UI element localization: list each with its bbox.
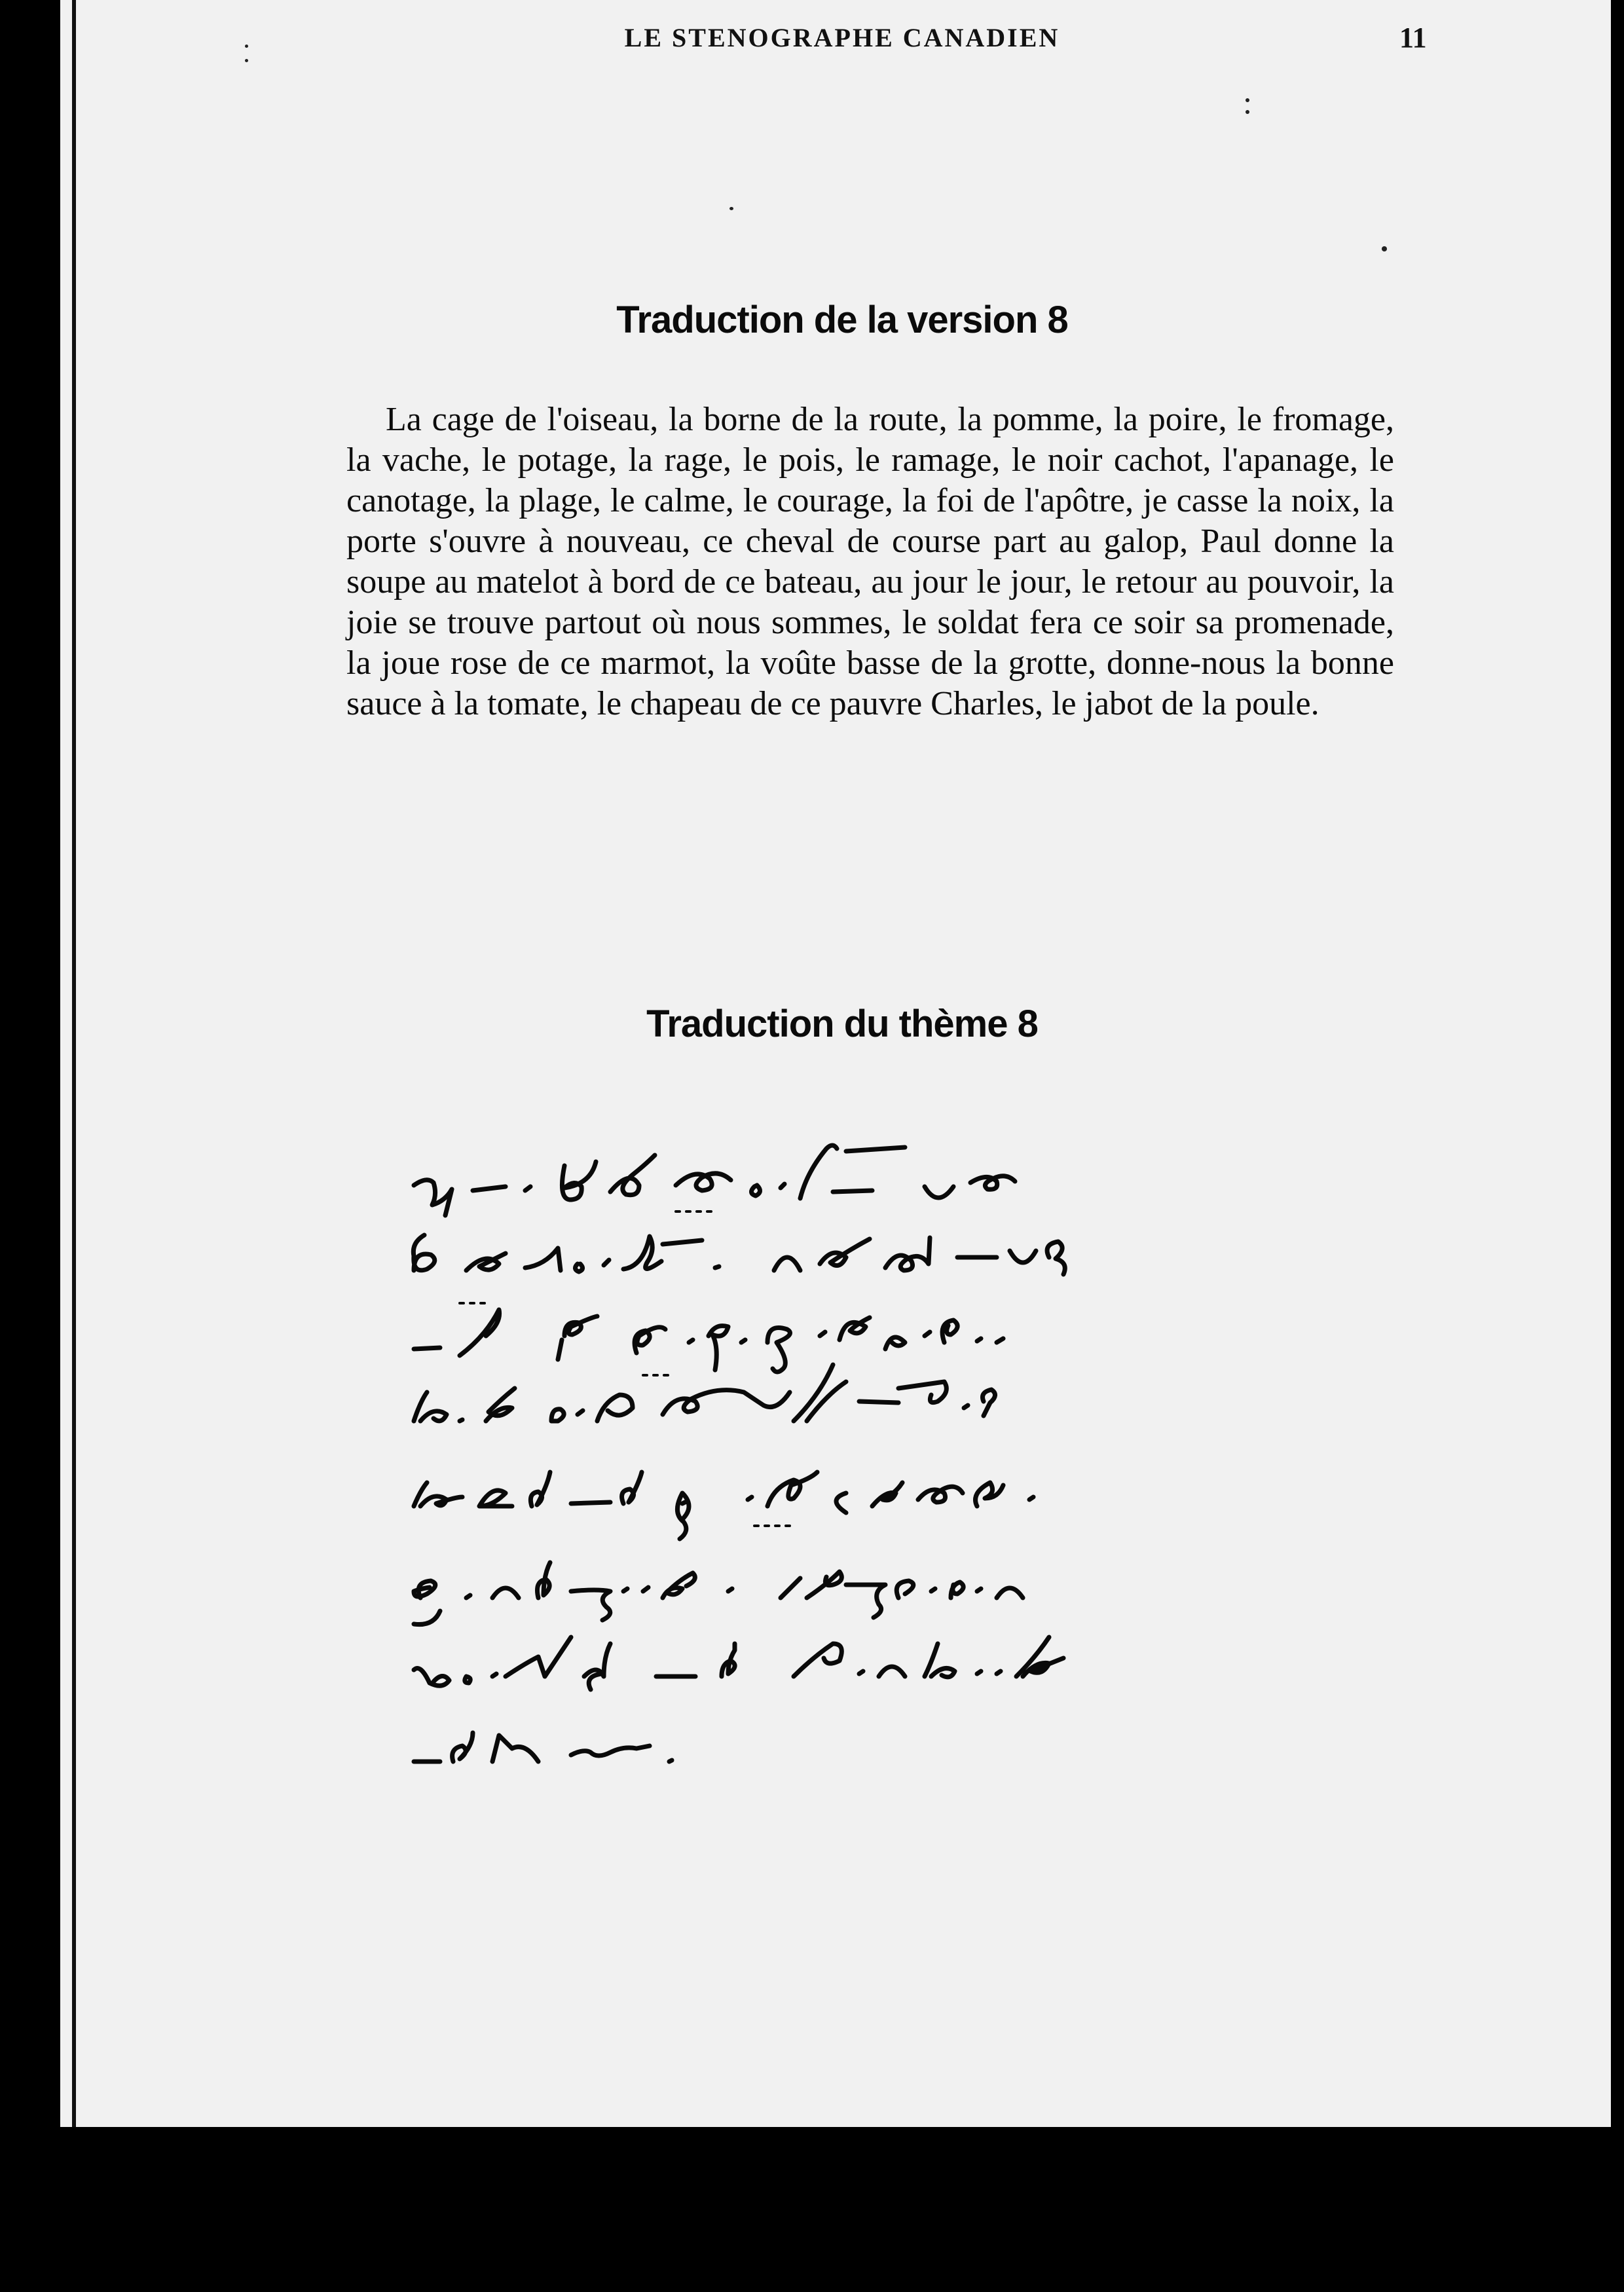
shorthand-line-1	[414, 1145, 1015, 1215]
running-head: LE STENOGRAPHE CANADIEN	[624, 23, 1060, 52]
scan-speck	[1382, 246, 1387, 251]
version-heading: Traduction de la version 8	[616, 299, 1068, 341]
shorthand-line-2	[413, 1235, 1065, 1303]
shorthand-line-4	[414, 1365, 995, 1421]
scan-speck	[245, 45, 248, 48]
theme-heading: Traduction du thème 8	[646, 1003, 1038, 1045]
shorthand-line-6	[414, 1562, 1023, 1625]
shorthand-passage	[401, 1113, 1422, 2292]
scan-speck	[1246, 98, 1249, 102]
scan-speck	[245, 59, 248, 62]
version-translation-text: La cage de l'oiseau, la borne de la route, la pomme, la poire, le fromage, la vache, le potage, la rage, le pois, le ramage, le noir cachot, l'apanage, le canotage, la plage, le calme, le courage, la foi de l'apôtre, je casse la noix, la porte s'ouvre à nouveau, ce cheval de course part au galop, Paul donne la soupe au matelot à bord de ce bateau, au jour le jour, le retour au pouvoir, la joie se trouve partout où nous sommes, le soldat fera ce soir sa promenade, la joue rose de ce marmot, la voûte basse de la grotte, donne-nous la bonne sauce à la tomate, le chapeau de ce pauvre Charles, le jabot de la poule.	[346, 401, 1394, 722]
scan-speck	[729, 207, 733, 210]
book-page	[60, 0, 1624, 2158]
page-number: 11	[1399, 22, 1427, 54]
shorthand-line-8	[414, 1733, 672, 1762]
scan-border-left	[0, 0, 60, 2158]
scan-speck	[1246, 110, 1249, 114]
shorthand-line-7	[414, 1637, 1063, 1690]
shorthand-line-3	[414, 1310, 1003, 1372]
shorthand-line-5	[414, 1472, 1033, 1539]
